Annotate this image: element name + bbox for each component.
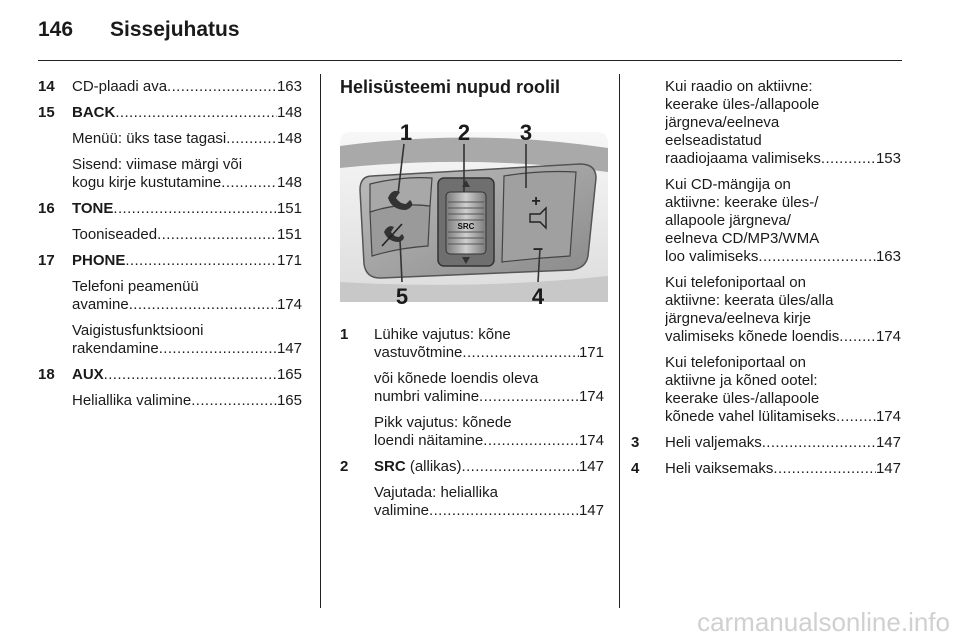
entry-text [374,432,483,450]
entry-text-content: järgneva/eelneva [665,114,780,131]
entry-number [631,354,665,426]
entry-body [374,370,604,406]
entry-text [72,174,221,192]
dot-leader [462,458,579,476]
entry-line [72,296,302,314]
page-reference[interactable]: 147 [875,460,901,477]
entry-line [374,414,604,432]
entry-text [665,460,773,478]
steering-wheel-illustration [340,106,608,312]
entry-text-content: keerake üles-/allapoole [665,96,820,113]
entry-number: 4 [631,460,640,477]
entry-text [72,130,226,148]
entry-line [665,434,901,452]
entry-text [72,252,125,270]
entry-line [665,194,901,212]
entry-line [665,150,901,168]
entry-text-content: loo valimiseks [665,248,759,265]
dot-leader [191,392,277,410]
entry-text [72,340,159,358]
entry-keyword: SRC [374,458,406,475]
entry-text-content: Telefoni peamenüü [72,278,199,295]
entry-text [665,248,758,266]
dot-leader [226,130,277,148]
entry-text-content: Heli valjemaks [665,434,762,451]
entry-body [72,252,302,270]
entry-text [665,114,779,132]
entry-text-content: valimine [374,502,430,519]
page-reference[interactable]: 165 [276,392,302,409]
right-column [631,78,901,478]
entry-line [665,248,901,266]
entry-line [72,78,302,96]
index-entry [631,354,901,426]
entry-keyword: PHONE [72,252,126,269]
index-entry [340,458,604,476]
entry-body [665,434,901,452]
entry-text [72,200,113,218]
entry-body [72,226,302,244]
dot-leader [157,226,277,244]
page-reference[interactable]: 151 [276,226,302,243]
page-reference[interactable]: 163 [276,78,302,95]
entry-body [72,156,302,192]
entry-text-content: eelneva CD/MP3/WMA [665,230,820,247]
entry-text [72,278,199,296]
entry-line [665,460,901,478]
index-entry [631,274,901,346]
src-label: SRC [457,222,475,231]
dot-leader [129,296,277,314]
index-entry [38,78,302,96]
entry-text [374,414,512,432]
entry-body [72,366,302,384]
entry-text [665,132,762,150]
entry-line [665,292,901,310]
index-entry [38,366,302,384]
entry-text-content: CD-plaadi ava [72,78,168,95]
index-entry [38,156,302,192]
entry-text-content: Kui raadio on aktiivne: [665,78,813,95]
entry-text-content: eelseadistatud [665,132,762,149]
dot-leader [429,502,579,520]
entry-body [72,278,302,314]
entry-number: 14 [38,78,55,95]
entry-number: 1 [340,326,349,343]
entry-keyword: BACK [72,104,116,121]
entry-text-content: vastuvõtmine [374,344,463,361]
index-entry [631,78,901,168]
page-reference[interactable]: 148 [276,104,302,121]
entry-text [665,310,811,328]
entry-body [72,104,302,122]
page-reference[interactable]: 147 [875,434,901,451]
entry-number [38,322,72,358]
entry-text-content: avamine [72,296,129,313]
entry-text [72,78,167,96]
entry-line [665,176,901,194]
page-reference[interactable]: 147 [276,340,302,357]
entry-text-content: Lühike vajutus: kõne [374,326,511,343]
dot-leader [462,344,579,362]
entry-body [72,130,302,148]
entry-text [665,96,819,114]
page-reference[interactable]: 147 [578,458,604,475]
entry-number [38,226,72,244]
entry-text [72,366,104,384]
page-reference[interactable]: 163 [875,248,901,265]
entry-body [665,274,901,346]
dot-leader [113,200,277,218]
steering-wheel-controls-figure [340,106,608,312]
entry-line [665,390,901,408]
page-reference[interactable]: 148 [276,174,302,191]
column-divider-left [320,74,321,608]
entry-number [340,370,374,406]
entry-text [72,156,242,174]
dot-leader [115,104,277,122]
entry-line [72,104,302,122]
entry-text-content: Vaigistusfunktsiooni [72,322,204,339]
entry-text [665,212,791,230]
entry-number: 18 [38,366,55,383]
column-divider-right [619,74,620,608]
entry-text-content: Kui CD-mängija on [665,176,791,193]
entry-text-content: loendi näitamine [374,432,484,449]
entry-text-content: või kõnede loendis oleva [374,370,539,387]
entry-line [374,432,604,450]
entry-number [38,156,72,192]
page-reference[interactable]: 171 [578,344,604,361]
entry-number: 16 [38,200,55,217]
dot-leader [821,150,876,168]
entry-number [38,392,72,410]
dot-leader [479,388,579,406]
entry-text [665,354,806,372]
page-reference[interactable]: 153 [875,150,901,167]
entry-line [665,274,901,292]
entry-text-content: aktiivne: keerake üles-/ [665,194,819,211]
dot-leader [159,340,277,358]
index-entry [38,278,302,314]
callout-1: 1 [399,120,413,145]
callout-5: 5 [395,284,409,309]
entry-body [72,200,302,218]
entry-line [72,226,302,244]
entry-line [72,340,302,358]
entry-number: 2 [340,458,349,475]
index-entry [340,484,604,520]
entry-body [665,78,901,168]
entry-line [665,354,901,372]
dot-leader [773,460,876,478]
entry-text-content: järgneva/eelneva kirje [665,310,811,327]
entry-text [665,176,791,194]
entry-text [665,292,833,310]
entry-text [374,502,429,520]
entry-text-content: Pikk vajutus: kõnede [374,414,512,431]
entry-text-content: valimiseks kõnede loendis [665,328,840,345]
left-column [38,78,302,410]
entry-text [72,226,157,244]
entry-text [72,104,115,122]
page-reference[interactable]: 174 [578,432,604,449]
entry-number [38,278,72,314]
dot-leader [167,78,277,96]
entry-line [374,370,604,388]
entry-text [665,408,836,426]
entry-text [72,322,203,340]
entry-body [72,392,302,410]
page-reference[interactable]: 174 [875,408,901,425]
page-reference[interactable]: 147 [578,502,604,519]
entry-number [631,78,665,168]
entry-keyword: AUX [72,366,104,383]
page-number: 146 [38,18,74,41]
entry-text [665,78,813,96]
index-entry [631,434,901,452]
entry-text [665,274,806,292]
dot-leader [104,366,277,384]
page-reference[interactable]: 174 [875,328,901,345]
entry-line [665,114,901,132]
entry-body [374,484,604,520]
entry-text-content: (allikas) [405,458,462,475]
entry-number [631,274,665,346]
page-reference[interactable]: 174 [276,296,302,313]
dot-leader [762,434,876,452]
entry-number: 15 [38,104,55,121]
entry-number: 17 [38,252,55,269]
entry-text-content: numbri valimine [374,388,480,405]
dot-leader [839,328,876,346]
entry-number [631,176,665,266]
volume-up-icon: + [531,193,541,210]
entry-line [374,458,604,476]
entry-line [665,328,901,346]
page-header [38,18,240,42]
dot-leader [758,248,876,266]
entry-text-content: Sisend: viimase märgi või [72,156,243,173]
index-entry [38,104,302,122]
entry-text-content: kõnede vahel lülitamiseks [665,408,836,425]
entry-text [665,372,818,390]
entry-line [665,212,901,230]
dot-leader [483,432,579,450]
entry-text-content: Heliallika valimine [72,392,192,409]
index-entry [38,392,302,410]
entry-text-content: Heli vaiksemaks [665,460,774,477]
entry-text-content: keerake üles-/allapoole [665,390,820,407]
entry-text-content: aktiivne ja kõned ootel: [665,372,818,389]
entry-line [665,230,901,248]
header-rule [38,60,902,61]
entry-line [665,310,901,328]
index-entry [38,226,302,244]
entry-line [374,326,604,344]
watermark: carmanualsonline.info [697,607,950,637]
entry-text [665,150,821,168]
entry-line [72,278,302,296]
dot-leader [836,408,876,426]
entry-text [665,328,839,346]
index-entry [38,200,302,218]
entry-text [72,392,191,410]
page-reference[interactable]: 174 [578,388,604,405]
entry-body [665,176,901,266]
entry-line [72,322,302,340]
index-entry [38,130,302,148]
entry-text [374,458,462,476]
callout-3: 3 [519,120,533,145]
entry-text [374,326,511,344]
entry-text-content: raadiojaama valimiseks [665,150,821,167]
middle-entries [340,326,604,520]
entry-number [340,484,374,520]
entry-text-content: aktiivne: keerata üles/alla [665,292,834,309]
entry-line [665,408,901,426]
entry-line [665,372,901,390]
page-reference[interactable]: 165 [276,366,302,383]
page-title: Sissejuhatus [110,18,240,41]
entry-text-content: kogu kirje kustutamine [72,174,222,191]
entry-text-content: Vajutada: heliallika [374,484,498,501]
entry-text-content: Kui telefoniportaal on [665,354,806,371]
entry-line [72,392,302,410]
dot-leader [221,174,277,192]
page-reference[interactable]: 171 [276,252,302,269]
entry-line [665,78,901,96]
page-reference[interactable]: 151 [276,200,302,217]
entry-body [665,354,901,426]
entry-text [665,434,762,452]
entry-line [374,344,604,362]
entry-text-content: Kui telefoniportaal on [665,274,806,291]
entry-number [340,414,374,450]
entry-keyword: TONE [72,200,114,217]
entry-line [374,388,604,406]
callout-4: 4 [531,284,545,309]
index-entry [340,414,604,450]
entry-line [374,484,604,502]
entry-body [665,460,901,478]
entry-line [72,252,302,270]
callout-2: 2 [457,120,471,145]
entry-text [374,370,538,388]
entry-line [72,366,302,384]
entry-body [72,78,302,96]
dot-leader [125,252,277,270]
entry-line [665,96,901,114]
entry-body [72,322,302,358]
entry-text-content: Menüü: üks tase tagasi [72,130,227,147]
middle-column [340,78,604,520]
entry-line [374,502,604,520]
index-entry [38,252,302,270]
entry-number [38,130,72,148]
volume-down-icon: – [532,238,544,258]
entry-line [72,130,302,148]
entry-text [374,344,462,362]
page-reference[interactable]: 148 [276,130,302,147]
entry-text [665,390,819,408]
entry-text [665,230,819,248]
entry-text-content: rakendamine [72,340,159,357]
entry-number: 3 [631,434,640,451]
section-title: Helisüsteemi nupud roolil [340,77,561,97]
index-entry [631,460,901,478]
entry-line [665,132,901,150]
index-entry [38,322,302,358]
entry-line [72,200,302,218]
entry-body [374,458,604,476]
index-entry [340,370,604,406]
entry-body [374,414,604,450]
entry-line [72,174,302,192]
index-entry [631,176,901,266]
index-entry [340,326,604,362]
entry-text-content: Tooniseaded [72,226,158,243]
entry-text [374,484,498,502]
entry-body [374,326,604,362]
entry-text-content: allapoole järgneva/ [665,212,791,229]
entry-line [72,156,302,174]
entry-text [72,296,129,314]
entry-text [374,388,479,406]
entry-text [665,194,818,212]
